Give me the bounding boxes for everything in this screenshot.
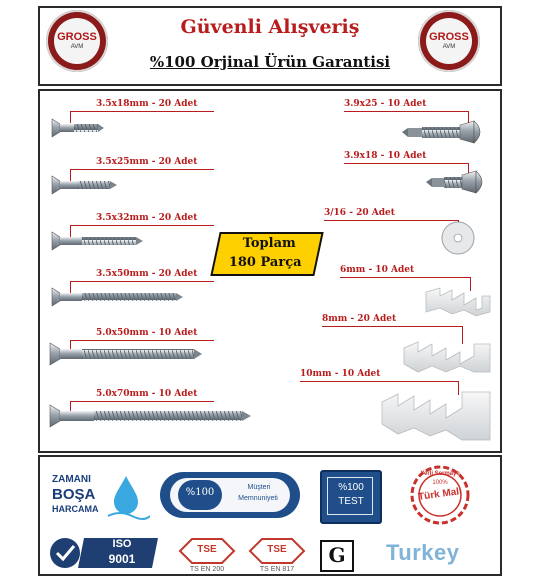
item-label-3-9x25: 3.9x25 - 10 Adet bbox=[344, 99, 427, 109]
leader-pin bbox=[458, 381, 459, 395]
item-label-3-5x50: 3.5x50mm - 20 Adet bbox=[96, 269, 198, 279]
item-label-5-0x50: 5.0x50mm - 10 Adet bbox=[96, 328, 198, 338]
total-line-1: Toplam bbox=[242, 236, 296, 251]
wall-plug-8mm bbox=[404, 342, 490, 372]
iso-text: ISO bbox=[112, 538, 132, 550]
yerli-sermaye-text: Yerli Sermaye bbox=[420, 471, 460, 477]
screw-5-0x70 bbox=[50, 405, 251, 427]
zamani-line-3: HARCAMA bbox=[52, 504, 99, 514]
leader-pin bbox=[458, 220, 459, 222]
yerli-sermaye-turk-mali-stamp bbox=[404, 462, 476, 528]
page-subtitle: %100 Orjinal Ürün Garantisi bbox=[149, 53, 391, 71]
screw-5-0x50 bbox=[50, 343, 202, 365]
leader-line bbox=[324, 220, 458, 221]
water-drop-icon bbox=[50, 470, 150, 522]
percent-100-test-badge bbox=[320, 470, 382, 524]
item-label-8mm: 8mm - 20 Adet bbox=[322, 314, 397, 324]
leader-line bbox=[70, 169, 214, 170]
leader-line bbox=[340, 277, 470, 278]
item-label-5-0x70: 5.0x70mm - 10 Adet bbox=[96, 389, 198, 399]
leader-line bbox=[70, 281, 214, 282]
tse-en-817-text: TS EN 817 bbox=[259, 566, 295, 573]
leader-line bbox=[344, 163, 468, 164]
yerli-percent-text: 100% bbox=[432, 480, 448, 486]
leader-pin bbox=[70, 281, 71, 293]
logo-sub-text: AVM bbox=[70, 44, 84, 50]
leader-pin bbox=[70, 401, 71, 411]
item-label-10mm: 10mm - 10 Adet bbox=[300, 369, 381, 379]
tse-text: TSE bbox=[267, 544, 287, 555]
percent-100-text: %100 bbox=[185, 487, 215, 498]
logo-brand-text: GROSS bbox=[429, 31, 469, 43]
musteri-text: Müşteri bbox=[247, 484, 271, 491]
drill-screw-3-9x25 bbox=[402, 121, 480, 143]
leader-line bbox=[70, 340, 214, 341]
screw-3-5x50 bbox=[52, 288, 183, 306]
turkey-text: Turkey bbox=[386, 540, 460, 565]
tse-en-200-text: TS EN 200 bbox=[189, 566, 225, 573]
leader-line bbox=[70, 111, 214, 112]
zamani-line-1: ZAMANI bbox=[52, 474, 91, 485]
item-label-6mm: 6mm - 10 Adet bbox=[340, 265, 415, 275]
tse-text: TSE bbox=[197, 544, 217, 555]
screw-3-5x32 bbox=[52, 232, 143, 250]
screw-3-5x25 bbox=[52, 176, 117, 194]
leader-line bbox=[300, 381, 458, 382]
total-line-2: 180 Parça bbox=[228, 255, 302, 270]
page-title: Güvenli Alışveriş bbox=[180, 16, 360, 38]
item-label-3-5x25: 3.5x25mm - 20 Adet bbox=[96, 157, 198, 167]
leader-pin bbox=[470, 277, 471, 291]
iso-number-text: 9001 bbox=[108, 552, 136, 566]
item-label-3-16: 3/16 - 20 Adet bbox=[324, 208, 395, 218]
wall-plug-6mm bbox=[426, 288, 490, 316]
leader-pin bbox=[70, 169, 71, 181]
leader-pin bbox=[70, 340, 71, 349]
leader-pin bbox=[462, 326, 463, 344]
leader-line bbox=[344, 111, 468, 112]
g-mark-badge bbox=[320, 540, 354, 572]
leader-pin bbox=[70, 111, 71, 123]
item-label-3-5x32: 3.5x32mm - 20 Adet bbox=[96, 213, 198, 223]
musteri-memnuniyeti-badge bbox=[160, 472, 300, 518]
drill-screw-3-9x18 bbox=[426, 171, 482, 193]
logo-sub-text: AVM bbox=[442, 44, 456, 50]
memnuniyeti-text: Memnuniyeti bbox=[238, 495, 278, 502]
test-text: TEST bbox=[338, 496, 364, 507]
test-percent-text: %100 bbox=[338, 482, 364, 493]
logo-brand-text: GROSS bbox=[57, 31, 97, 43]
wall-plug-10mm bbox=[382, 392, 490, 440]
leader-line bbox=[70, 225, 214, 226]
leader-pin bbox=[468, 111, 469, 123]
turk-mali-text: Türk Malı bbox=[417, 485, 463, 504]
g-mark-text: G bbox=[328, 543, 346, 567]
item-label-3-9x18: 3.9x18 - 10 Adet bbox=[344, 151, 427, 161]
zamani-bosa-harcama-badge bbox=[50, 470, 150, 522]
iso-9001-badge bbox=[48, 536, 160, 570]
leader-pin bbox=[70, 225, 71, 237]
total-pieces-badge bbox=[210, 232, 323, 276]
leader-pin bbox=[468, 163, 469, 173]
item-label-3-5x18: 3.5x18mm - 20 Adet bbox=[96, 99, 198, 109]
screw-3-5x18 bbox=[52, 119, 104, 137]
tse-en-200-badge bbox=[176, 536, 238, 576]
leader-line bbox=[70, 401, 214, 402]
turkey-badge bbox=[386, 540, 496, 570]
leader-line bbox=[322, 326, 462, 327]
tse-en-817-badge bbox=[246, 536, 308, 576]
zamani-line-2: BOŞA bbox=[52, 486, 96, 503]
washer-3-16 bbox=[442, 222, 474, 254]
